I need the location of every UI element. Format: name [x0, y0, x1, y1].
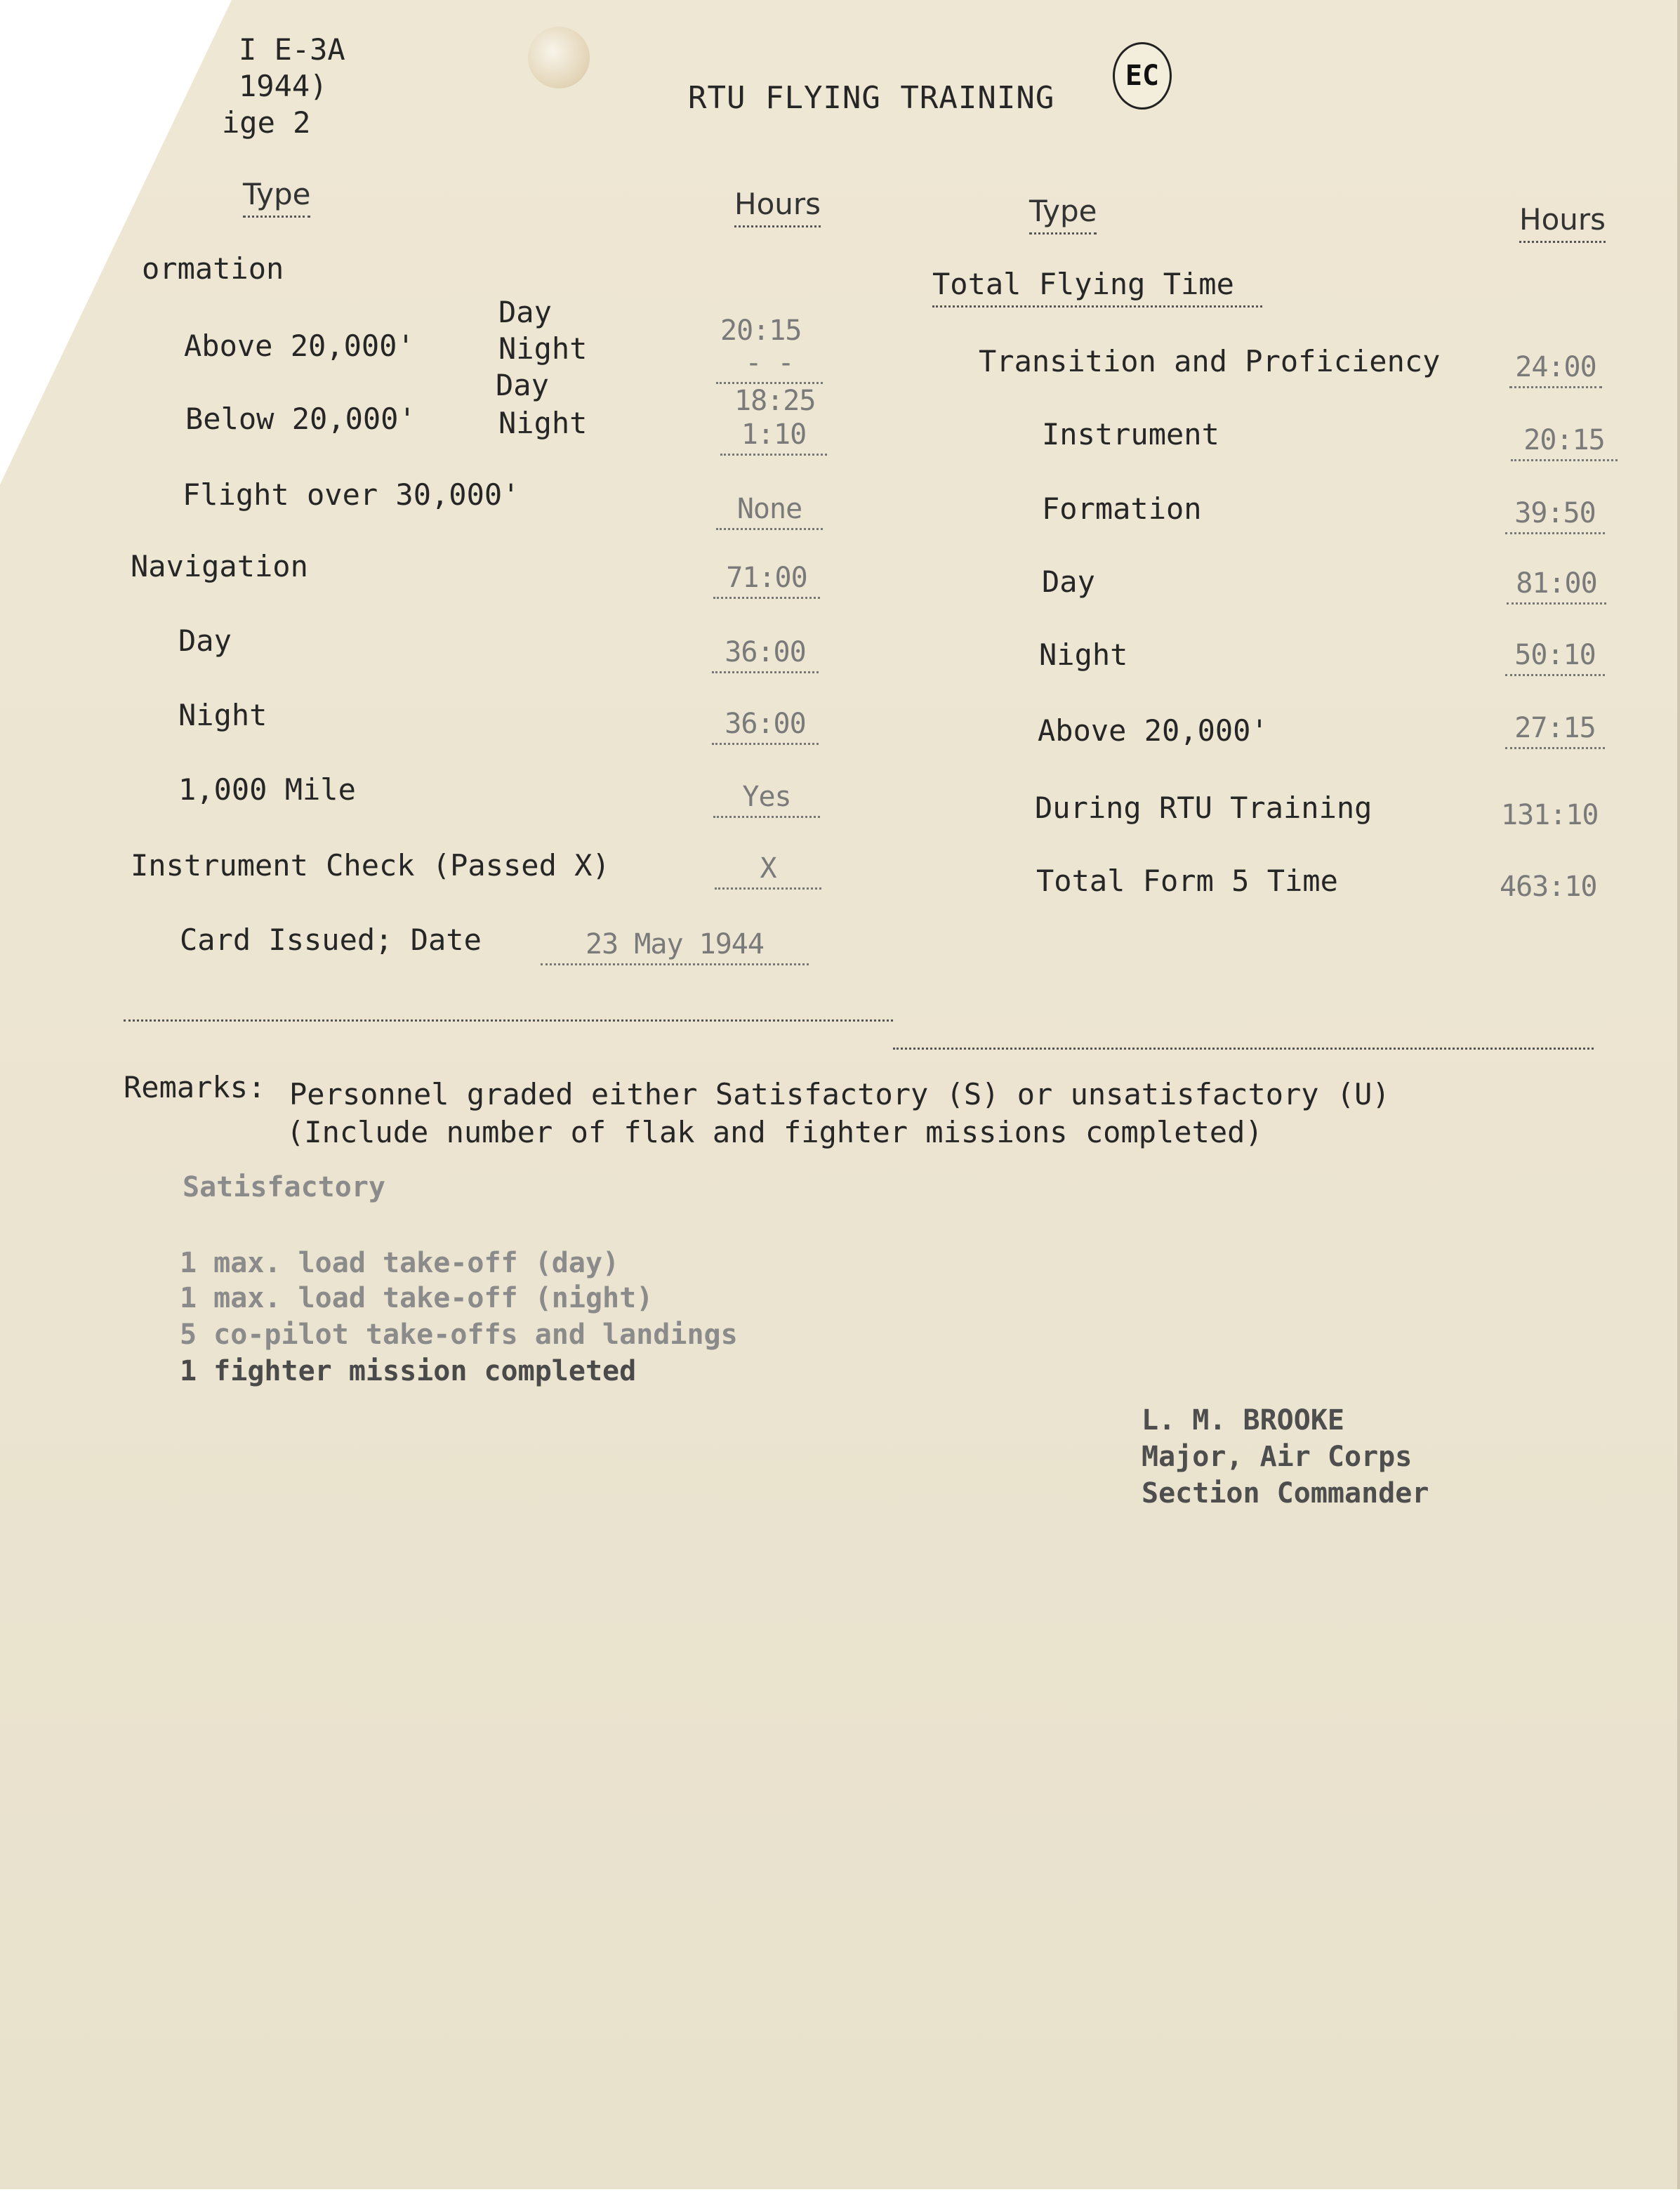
divider-rule-left [124, 1019, 893, 1022]
right-row-hours: 20:15 [1511, 424, 1618, 461]
right-row-hours: 27:15 [1505, 712, 1605, 749]
below-day-hours: 18:25 [734, 385, 816, 417]
instrument-check-value: X [715, 852, 821, 890]
above-night-label: Night [498, 331, 588, 366]
nav-day-label: Day [178, 623, 232, 658]
right-row-hours: 463:10 [1500, 871, 1597, 903]
page-bottom-edge [0, 2189, 1680, 2199]
right-row-label: Night [1039, 638, 1128, 672]
right-row-label: Above 20,000' [1038, 713, 1269, 748]
page-edge [1677, 0, 1680, 2199]
flight-over-30000-hours: None [716, 493, 823, 530]
signature-title: Section Commander [1142, 1477, 1429, 1510]
thousand-mile-label: 1,000 Mile [178, 772, 356, 807]
right-row-label: Total Form 5 Time [1036, 864, 1338, 898]
signature-name: L. M. BROOKE [1142, 1404, 1344, 1437]
remarks-line-2: (Include number of flak and fighter missions completed) [286, 1115, 1263, 1149]
left-type-header: Type [243, 177, 310, 218]
thousand-mile-value: Yes [713, 781, 820, 818]
above-20000-label: Above 20,000' [184, 329, 415, 363]
stamp-fragment: EC [1113, 42, 1172, 110]
nav-night-label: Night [178, 698, 267, 732]
nav-night-hours: 36:00 [712, 708, 819, 745]
navigation-label: Navigation [131, 549, 308, 583]
remark-item: 5 co-pilot take-offs and landings [180, 1319, 738, 1351]
nav-day-hours: 36:00 [712, 636, 819, 673]
right-row-hours: 81:00 [1507, 567, 1606, 605]
right-row-hours: 50:10 [1505, 639, 1605, 676]
right-row-label: During RTU Training [1035, 791, 1373, 825]
instrument-check-label: Instrument Check (Passed X) [131, 848, 610, 883]
right-type-header: Type [1029, 194, 1097, 235]
navigation-hours: 71:00 [713, 562, 820, 599]
right-row-hours: 131:10 [1501, 799, 1599, 831]
remark-item: 1 max. load take-off (night) [180, 1282, 654, 1314]
total-flying-time-label: Total Flying Time [932, 267, 1262, 308]
form-number: I E-3A [239, 32, 345, 67]
below-night-label: Night [498, 406, 588, 440]
page-number: ige 2 [222, 105, 311, 140]
below-night-hours: 1:10 [720, 418, 827, 456]
card-issued-label: Card Issued; Date [180, 923, 482, 957]
remark-item: 1 max. load take-off (day) [180, 1247, 620, 1279]
remark-item: 1 fighter mission completed [180, 1355, 637, 1387]
left-hours-header: Hours [734, 187, 821, 227]
below-20000-label: Below 20,000' [185, 402, 416, 436]
above-day-label: Day [498, 295, 552, 329]
flight-over-30000-label: Flight over 30,000' [183, 477, 520, 512]
form-date: 1944) [239, 69, 328, 103]
formation-label: ormation [142, 251, 284, 286]
right-row-label: Day [1042, 564, 1095, 599]
remarks-line-1: Personnel graded either Satisfactory (S) or unsatisfactory (U) [289, 1077, 1390, 1111]
right-row-hours: 39:50 [1505, 497, 1605, 534]
below-day-label: Day [496, 368, 549, 402]
above-night-hours: - - [716, 347, 823, 384]
above-day-hours: 20:15 [720, 315, 802, 347]
signature-rank: Major, Air Corps [1142, 1441, 1413, 1473]
page-title: RTU FLYING TRAINING [688, 80, 1055, 116]
divider-rule-right [893, 1048, 1594, 1050]
grade-text: Satisfactory [183, 1171, 385, 1203]
punch-hole [528, 27, 590, 88]
right-row-hours: 24:00 [1509, 351, 1602, 388]
card-issued-date: 23 May 1944 [541, 928, 809, 965]
right-hours-header: Hours [1519, 202, 1606, 243]
right-row-label: Formation [1042, 491, 1202, 526]
right-row-label: Instrument [1042, 417, 1219, 451]
remarks-label: Remarks: [124, 1070, 266, 1104]
right-row-label: Transition and Proficiency [979, 344, 1441, 378]
